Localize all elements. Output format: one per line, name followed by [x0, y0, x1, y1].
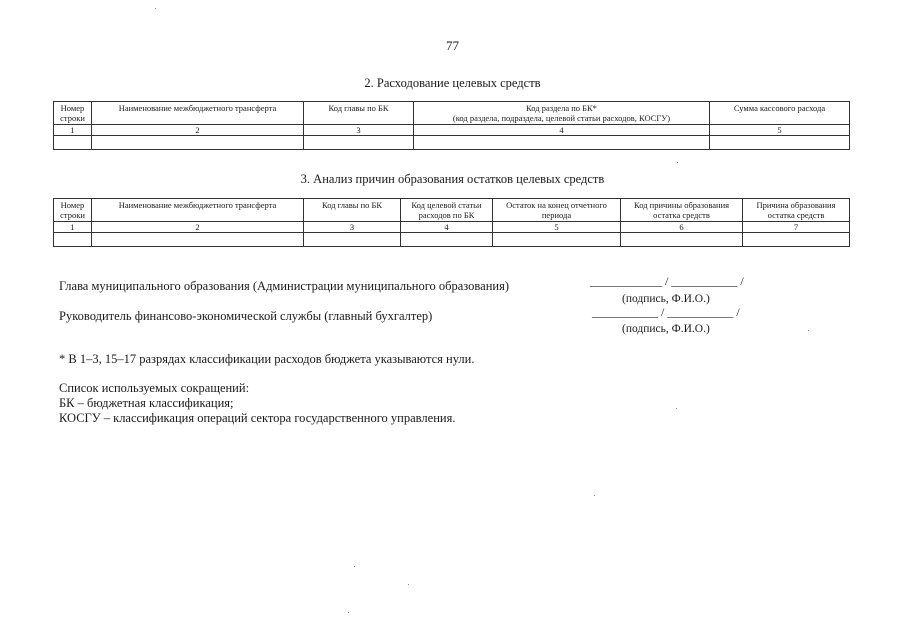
- page-number: 77: [446, 38, 459, 53]
- s3-col-number: 3: [304, 222, 401, 233]
- signature-line-head[interactable]: ____________ / ___________ /: [590, 274, 744, 288]
- s2-empty-cell: [304, 136, 414, 150]
- section2-numbering-row: [54, 125, 850, 136]
- s2-header-section-code-main: Код раздела по БК*: [526, 103, 597, 113]
- section3-table: [53, 198, 850, 247]
- s3-empty-cell: [493, 233, 621, 247]
- s3-empty-cell: [621, 233, 743, 247]
- s3-empty-cell: [743, 233, 850, 247]
- s2-col-number: 4: [414, 125, 710, 136]
- signature-line-accountant[interactable]: ___________ / ___________ /: [592, 305, 740, 319]
- section3-title: 3. Анализ причин образования остатков целевых средств: [300, 172, 605, 186]
- footnote: * В 1–3, 15–17 разрядах классификации расходов бюджета указываются нули.: [59, 352, 475, 366]
- section3-empty-row: [54, 233, 850, 247]
- s2-header-cash-expense: Сумма кассового расхода: [710, 102, 850, 125]
- signature-label-head: Глава муниципального образования (Администрации муниципального образования): [59, 279, 509, 293]
- s3-col-number: 2: [92, 222, 304, 233]
- s2-col-number: 1: [54, 125, 92, 136]
- section2-header-row: [54, 102, 850, 125]
- scan-speck: [676, 408, 677, 409]
- signature-label-accountant: Руководитель финансово-экономической службы (главный бухгалтер): [59, 309, 433, 323]
- section3-header-row: [54, 199, 850, 222]
- section2-empty-row: [54, 136, 850, 150]
- s3-header-row-number: Номер строки: [54, 199, 92, 222]
- s3-empty-cell: [92, 233, 304, 247]
- s3-header-reason-code: Код причины образования остатка средств: [621, 199, 743, 222]
- signature-caption-head: (подпись, Ф.И.О.): [622, 293, 710, 305]
- s3-empty-cell: [304, 233, 401, 247]
- abbreviation-item: БК – бюджетная классификация;: [59, 396, 234, 410]
- abbreviation-item: КОСГУ – классификация операций сектора государственного управления.: [59, 411, 456, 425]
- s2-empty-cell: [414, 136, 710, 150]
- section2-table: [53, 101, 850, 150]
- signature-caption-accountant: (подпись, Ф.И.О.): [622, 323, 710, 335]
- s2-empty-cell: [710, 136, 850, 150]
- s3-col-number: 5: [493, 222, 621, 233]
- scan-speck: [348, 612, 349, 613]
- s2-empty-cell: [54, 136, 92, 150]
- scan-speck: [677, 162, 678, 163]
- s3-header-target-article-code: Код целевой статьи расходов по БК: [401, 199, 493, 222]
- s3-col-number: 6: [621, 222, 743, 233]
- s3-empty-cell: [401, 233, 493, 247]
- s2-col-number: 5: [710, 125, 850, 136]
- scan-speck: [408, 584, 409, 585]
- scan-speck: [808, 330, 809, 331]
- s3-header-reason: Причина образования остатка средств: [743, 199, 850, 222]
- s3-col-number: 1: [54, 222, 92, 233]
- scan-speck: [354, 566, 355, 567]
- s3-col-number: 7: [743, 222, 850, 233]
- s3-header-transfer-name: Наименование межбюджетного трансферта: [92, 199, 304, 222]
- s3-empty-cell: [54, 233, 92, 247]
- s2-col-number: 3: [304, 125, 414, 136]
- scan-speck: [594, 495, 595, 496]
- s2-empty-cell: [92, 136, 304, 150]
- s2-header-chapter-code: Код главы по БК: [304, 102, 414, 125]
- s2-header-section-code-sub: (код раздела, подраздела, целевой статьи расходов, КОСГУ): [452, 113, 671, 123]
- s2-header-transfer-name: Наименование межбюджетного трансферта: [92, 102, 304, 125]
- section3-numbering-row: [54, 222, 850, 233]
- s2-header-section-code: [414, 102, 710, 125]
- s2-header-row-number: Номер строки: [54, 102, 92, 125]
- s3-col-number: 4: [401, 222, 493, 233]
- section2-title: 2. Расходование целевых средств: [364, 76, 541, 90]
- s3-header-chapter-code: Код главы по БК: [304, 199, 401, 222]
- abbreviations-title: Список используемых сокращений:: [59, 381, 250, 395]
- s2-col-number: 2: [92, 125, 304, 136]
- scan-speck: [155, 8, 156, 9]
- s3-header-period-balance: Остаток на конец отчетного периода: [493, 199, 621, 222]
